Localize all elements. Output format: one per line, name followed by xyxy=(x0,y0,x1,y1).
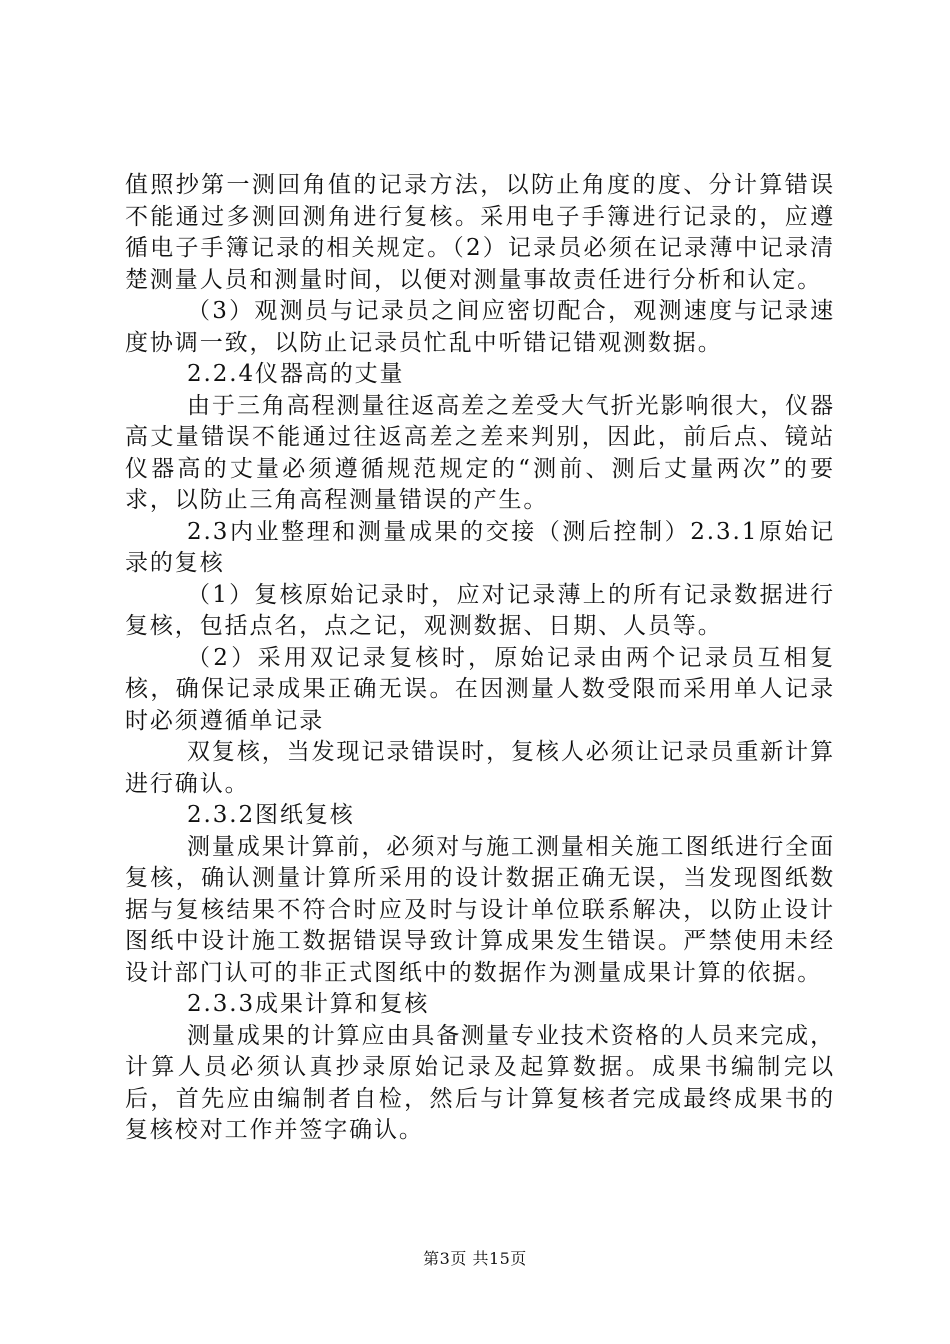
paragraph-result-calculation: 测量成果的计算应由具备测量专业技术资格的人员来完成，计算人员必须认真抄录原始记录及起算数据。成果书编制完以后，首先应由编制者自检，然后与计算复核者完成最终成果书的复核校对工作并签字确认。 xyxy=(125,1022,835,1143)
paragraph-review-records: （1）复核原始记录时，应对记录薄上的所有记录数据进行复核，包括点名，点之记，观测数据、日期、人员等。 xyxy=(125,581,835,639)
paragraph-recording-method: 值照抄第一测回角值的记录方法，以防止角度的度、分计算错误不能通过多测回测角进行复核。采用电子手簿进行记录的，应遵循电子手簿记录的相关规定。（2）记录员必须在记录薄中记录清楚测量人员和测量时间，以便对测量事故责任进行分析和认定。 xyxy=(125,172,835,293)
paragraph-double-record-review: （2）采用双记录复核时，原始记录由两个记录员互相复核，确保记录成果正确无误。在因测量人数受限而采用单人记录时必须遵循单记录 xyxy=(125,644,835,734)
paragraph-drawing-review: 测量成果计算前，必须对与施工测量相关施工图纸进行全面复核，确认测量计算所采用的设计数据正确无误，当发现图纸数据与复核结果不符合时应及时与设计单位联系解决，以防止设计图纸中设计施工数据错误导致计算成果发生错误。严禁使用未经设计部门认可的非正式图纸中的数据作为测量成果计算的依据。 xyxy=(125,833,835,986)
paragraph-instrument-height: 由于三角高程测量往返高差之差受大气折光影响很大，仪器高丈量错误不能通过往返高差之差来判别，因此，前后点、镜站仪器高的丈量必须遵循规范规定的“测前、测后丈量两次”的要求，以防止三角高程测量错误的产生。 xyxy=(125,392,835,513)
paragraph-double-review: 双复核，当发现记录错误时，复核人必须让记录员重新计算进行确认。 xyxy=(125,739,835,797)
heading-2-3-3: 2.3.3成果计算和复核 xyxy=(187,991,430,1017)
heading-2-3-2: 2.3.2图纸复核 xyxy=(187,802,355,828)
document-body xyxy=(125,170,835,1147)
page-number-footer: 第3页 共15页 xyxy=(423,1249,527,1268)
paragraph-observer-cooperation: （3）观测员与记录员之间应密切配合，观测速度与记录速度协调一致，以防止记录员忙乱中听错记错观测数据。 xyxy=(125,298,835,356)
heading-2-3: 2.3内业整理和测量成果的交接（测后控制）2.3.1原始记录的复核 xyxy=(125,518,835,576)
heading-2-2-4: 2.2.4仪器高的丈量 xyxy=(187,361,405,387)
